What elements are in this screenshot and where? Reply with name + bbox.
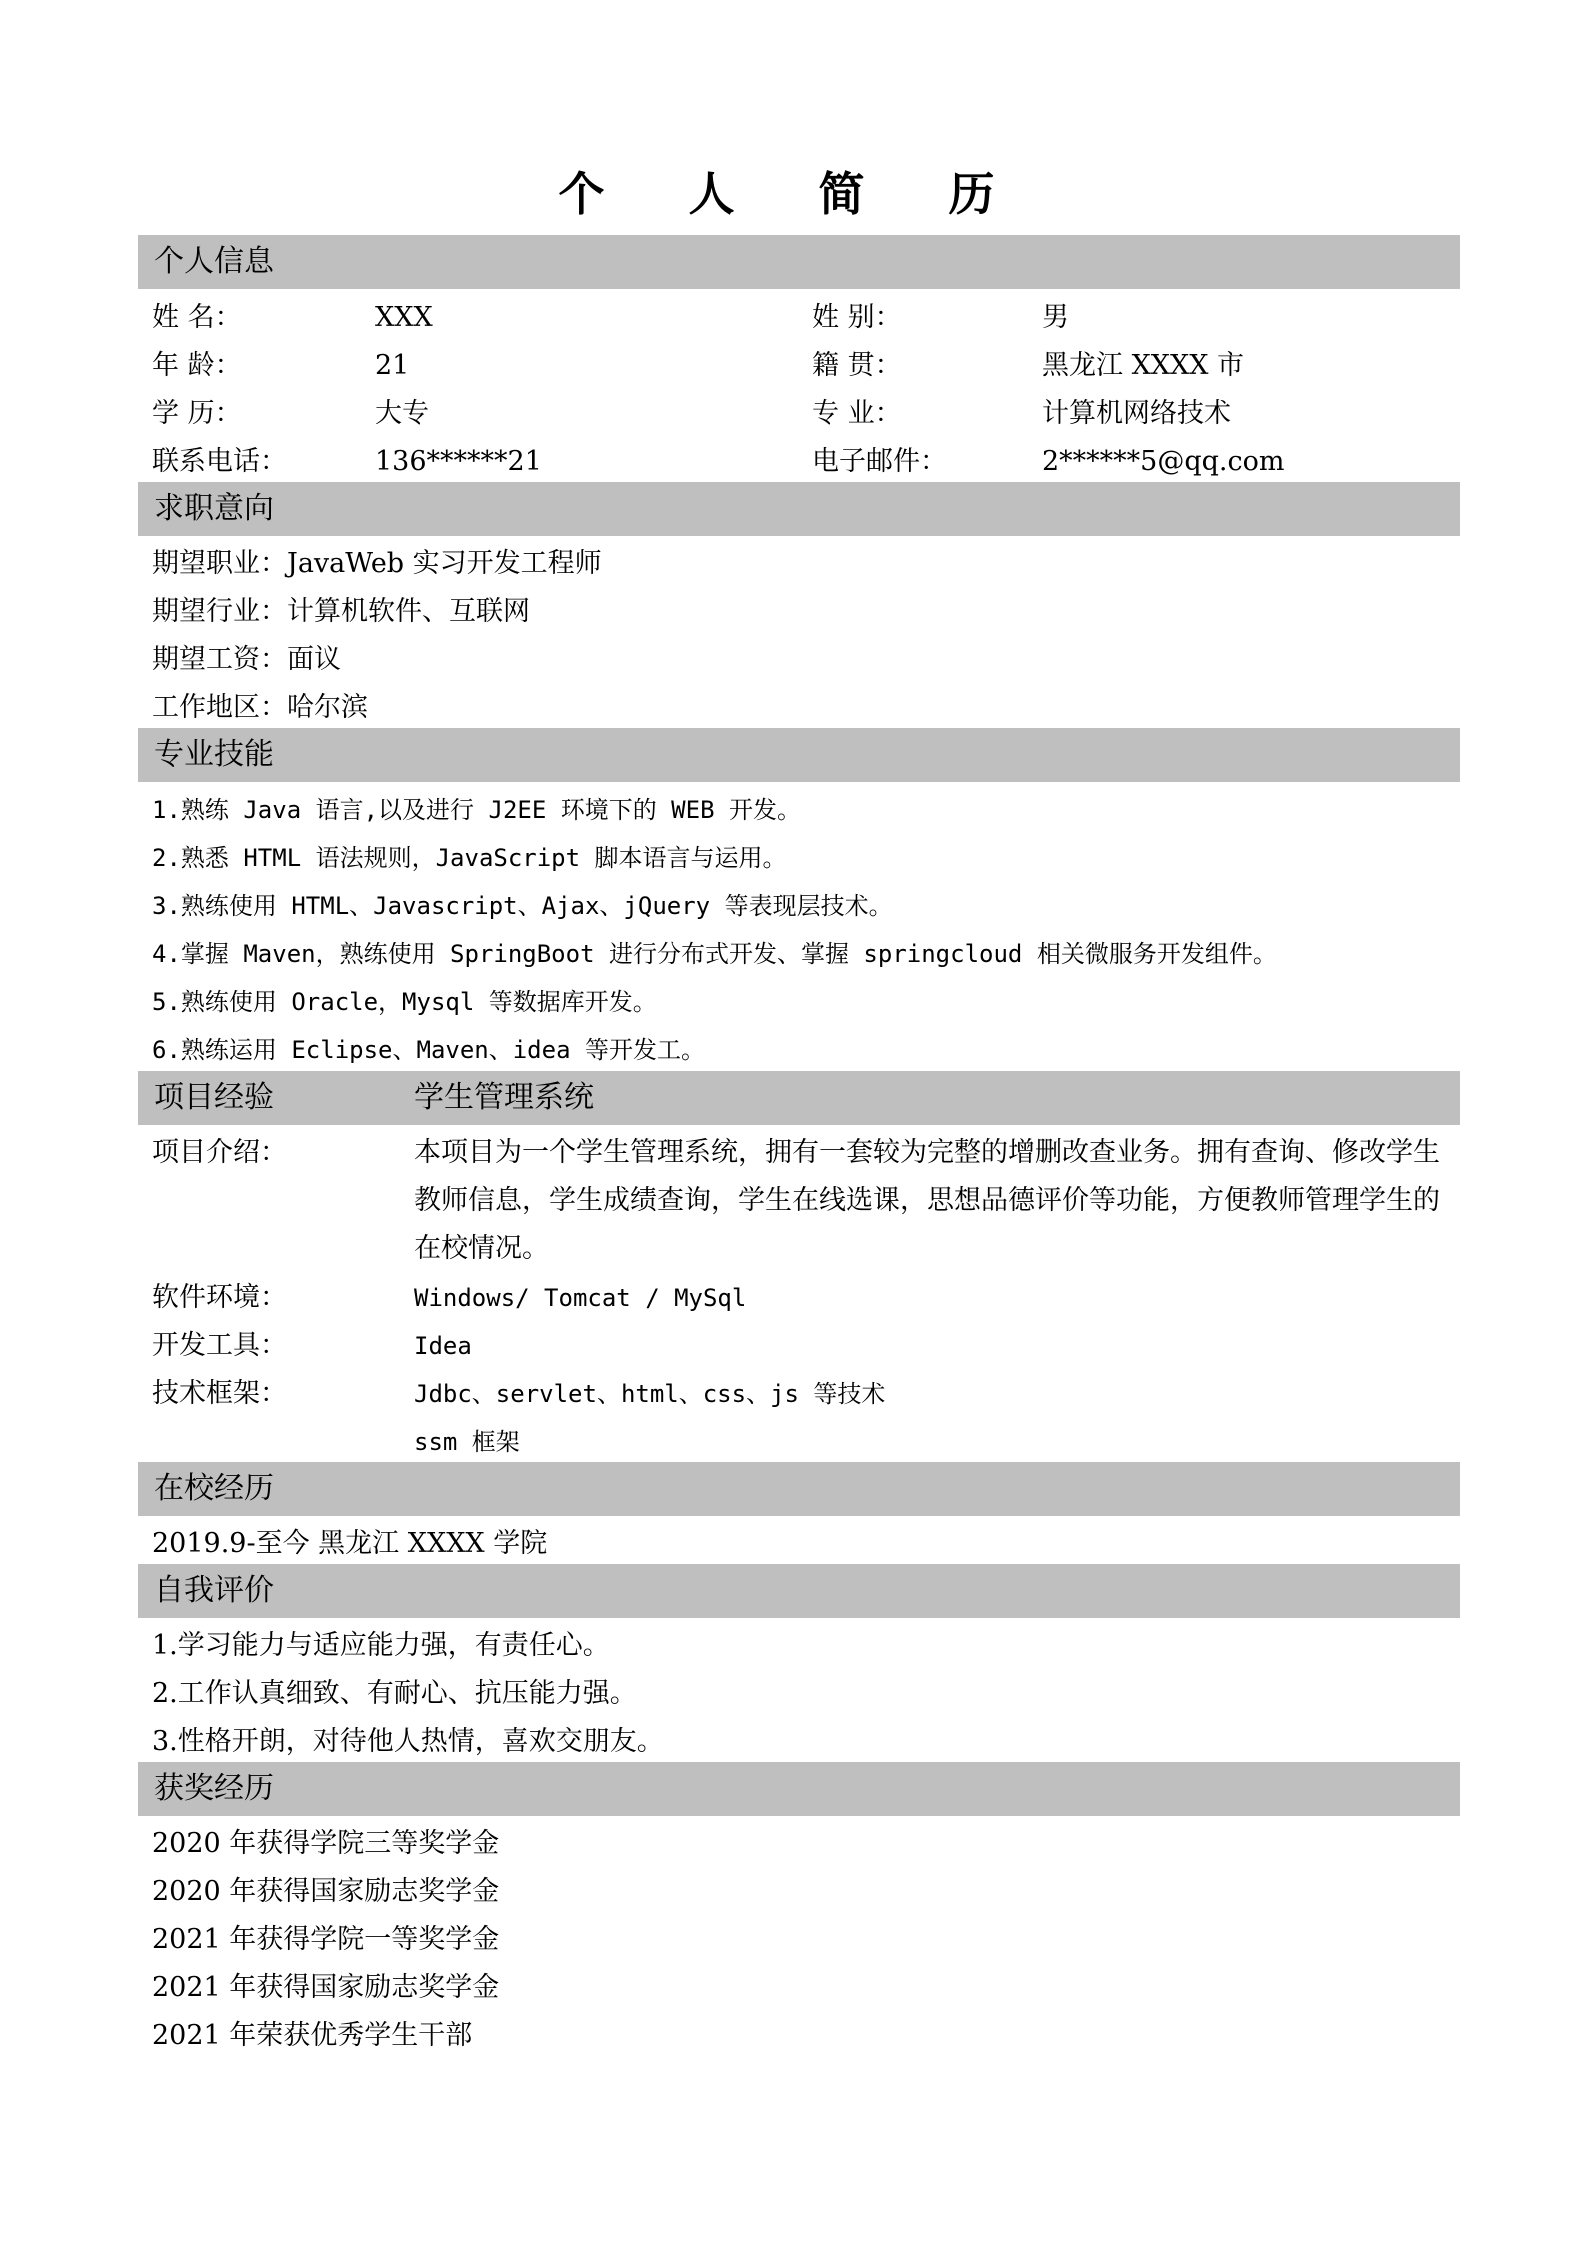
section-title: 求职意向 [154, 491, 274, 526]
field-value-major: 计算机网络技术 [1042, 398, 1231, 429]
field-label: 联系电话： [152, 446, 287, 477]
page-title: 个 人 简 历 [558, 167, 1029, 221]
field-label: 年 龄： [152, 350, 242, 381]
field-value-education: 大专 [375, 398, 429, 429]
self-eval-line: 1.学习能力与适应能力强，有责任心。 [152, 1630, 610, 1661]
award-line: 2020 年获得国家励志奖学金 [152, 1876, 500, 1907]
field-value-name: XXX [375, 302, 433, 333]
project-env-label: 软件环境： [152, 1282, 287, 1313]
award-line: 2021 年荣获优秀学生干部 [152, 2020, 473, 2051]
project-tool-label: 开发工具： [152, 1330, 287, 1361]
award-line: 2020 年获得学院三等奖学金 [152, 1828, 500, 1859]
field-label: 电子邮件： [812, 446, 947, 477]
school-line: 2019.9-至今 黑龙江 XXXX 学院 [152, 1528, 548, 1559]
section-title: 个人信息 [154, 244, 274, 279]
project-intro-label: 项目介绍： [152, 1137, 287, 1168]
field-value-hometown: 黑龙江 XXXX 市 [1042, 350, 1245, 381]
self-eval-line: 2.工作认真细致、有耐心、抗压能力强。 [152, 1678, 637, 1709]
award-line: 2021 年获得学院一等奖学金 [152, 1924, 500, 1955]
section-title: 获奖经历 [154, 1771, 274, 1806]
section-title: 在校经历 [154, 1471, 274, 1506]
section-header-intent [138, 482, 1460, 536]
project-intro-text: 本项目为一个学生管理系统，拥有一套较为完整的增删改查业务。拥有查询、修改学生教师信息，学生成绩查询，学生在线选课，思想品德评价等功能，方便教师管理学生的在校情况。 [414, 1137, 1440, 1264]
intent-line: 期望工资：面议 [152, 644, 341, 675]
section-header-project [138, 1071, 1460, 1125]
field-label: 籍 贯： [812, 350, 902, 381]
skill-line: 5.熟练使用 Oracle，Mysql 等数据库开发。 [152, 988, 657, 1016]
field-value-gender: 男 [1042, 302, 1069, 333]
field-value-age: 21 [375, 350, 410, 381]
section-header-self-eval [138, 1564, 1460, 1618]
section-header-awards [138, 1762, 1460, 1816]
section-title: 专业技能 [154, 737, 274, 772]
project-tech-value: Jdbc、servlet、html、css、js 等技术 [414, 1380, 886, 1408]
field-label: 姓 名： [152, 302, 242, 333]
skill-line: 4.掌握 Maven，熟练使用 SpringBoot 进行分布式开发、掌握 springcloud 相关微服务开发组件。 [152, 940, 1277, 968]
skill-line: 3.熟练使用 HTML、Javascript、Ajax、jQuery 等表现层技术。 [152, 892, 893, 920]
skill-line: 2.熟悉 HTML 语法规则，JavaScript 脚本语言与运用。 [152, 844, 787, 872]
project-tool-value: Idea [414, 1332, 472, 1360]
field-label: 学 历： [152, 398, 242, 429]
section-header-school [138, 1462, 1460, 1516]
section-title: 项目经验 [154, 1080, 274, 1115]
self-eval-line: 3.性格开朗，对待他人热情，喜欢交朋友。 [152, 1726, 664, 1757]
field-label: 专 业： [812, 398, 902, 429]
project-name: 学生管理系统 [414, 1080, 594, 1115]
skill-line: 1.熟练 Java 语言,以及进行 J2EE 环境下的 WEB 开发。 [152, 796, 801, 824]
project-tech-label: 技术框架： [152, 1378, 287, 1409]
field-value-email: 2******5@qq.com [1042, 446, 1285, 477]
award-line: 2021 年获得国家励志奖学金 [152, 1972, 500, 2003]
field-label: 姓 别： [812, 302, 902, 333]
project-tech-value: ssm 框架 [414, 1428, 520, 1456]
field-value-phone: 136******21 [375, 446, 542, 477]
intent-line: 期望职业：JavaWeb 实习开发工程师 [152, 548, 602, 579]
section-header-personal [138, 235, 1460, 289]
intent-line: 工作地区：哈尔滨 [152, 692, 368, 723]
intent-line: 期望行业：计算机软件、互联网 [152, 596, 530, 627]
section-header-skills [138, 728, 1460, 782]
section-title: 自我评价 [154, 1573, 274, 1608]
project-env-value: Windows/ Tomcat / MySql [414, 1284, 747, 1312]
skill-line: 6.熟练运用 Eclipse、Maven、idea 等开发工。 [152, 1036, 705, 1064]
